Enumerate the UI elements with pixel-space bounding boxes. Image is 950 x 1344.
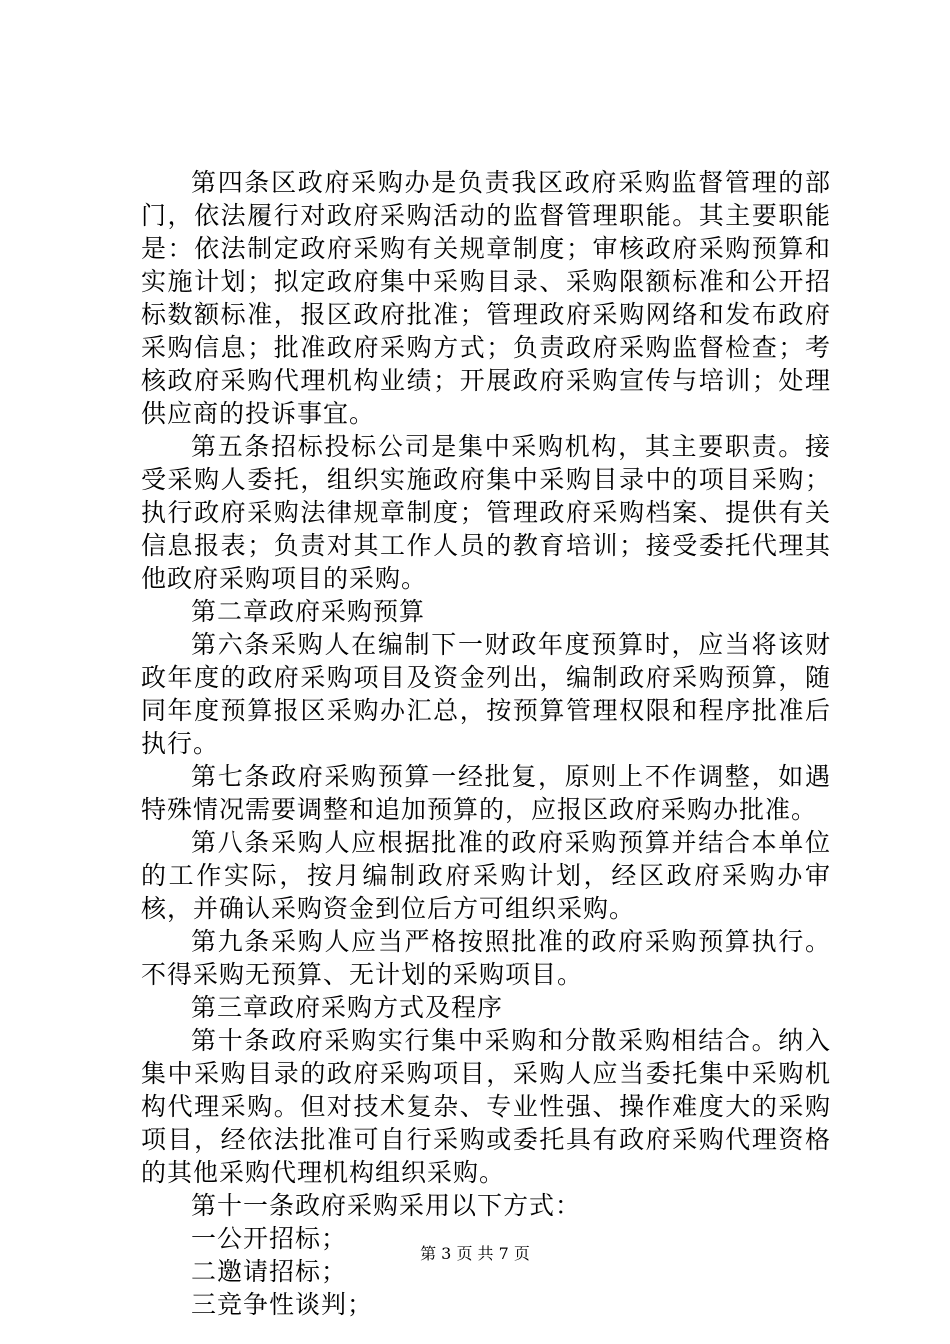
document-body: [141, 166, 831, 1321]
paragraph-article-8: 第八条采购人应根据批准的政府采购预算并结合本单位的工作实际，按月编制政府采购计划，经区政府采购办审核，并确认采购资金到位后方可组织采购。: [141, 828, 831, 923]
chapter-heading-3: 第三章政府采购方式及程序: [191, 993, 504, 1022]
list-item-method-2: 二邀请招标；: [191, 1257, 348, 1286]
paragraph-article-10: 第十条政府采购实行集中采购和分散采购相结合。纳入集中采购目录的政府采购项目，采购人应当委托集中采购机构代理采购。但对技术复杂、专业性强、操作难度大的采购项目，经依法批准可自行采购或委托具有政府采购代理资格的其他采购代理机构组织采购。: [141, 1026, 831, 1187]
page-footer: [0, 1244, 950, 1264]
paragraph-article-6: 第六条采购人在编制下一财政年度预算时，应当将该财政年度的政府采购项目及资金列出，编制政府采购预算，随同年度预算报区采购办汇总，按预算管理权限和程序批准后执行。: [141, 630, 831, 758]
paragraph-article-5: 第五条招标投标公司是集中采购机构，其主要职责。接受采购人委托，组织实施政府集中采购目录中的项目采购；执行政府采购法律规章制度；管理政府采购档案、提供有关信息报表；负责对其工作人员的教育培训；接受委托代理其他政府采购项目的采购。: [141, 432, 831, 593]
chapter-heading-2: 第二章政府采购预算: [191, 597, 426, 626]
paragraph-article-4: 第四条区政府采购办是负责我区政府采购监督管理的部门，依法履行对政府采购活动的监督管理职能。其主要职能是：依法制定政府采购有关规章制度；审核政府采购预算和实施计划；拟定政府集中采购目录、采购限额标准和公开招标数额标准，报区政府批准；管理政府采购网络和发布政府采购信息；批准政府采购方式；负责政府采购监督检查；考核政府采购代理机构业绩；开展政府采购宣传与培训；处理供应商的投诉事宜。: [141, 168, 831, 428]
paragraph-article-9: 第九条采购人应当严格按照批准的政府采购预算执行。不得采购无预算、无计划的采购项目。: [141, 927, 831, 989]
page-number-label: 第 3 页 共 7 页: [420, 1244, 530, 1263]
list-item-method-1: 一公开招标；: [191, 1224, 348, 1253]
list-item-method-3: 三竞争性谈判；: [191, 1290, 374, 1319]
paragraph-article-11: 第十一条政府采购采用以下方式：: [191, 1191, 582, 1220]
paragraph-article-7: 第七条政府采购预算一经批复，原则上不作调整，如遇特殊情况需要调整和追加预算的，应报区政府采购办批准。: [141, 762, 831, 824]
